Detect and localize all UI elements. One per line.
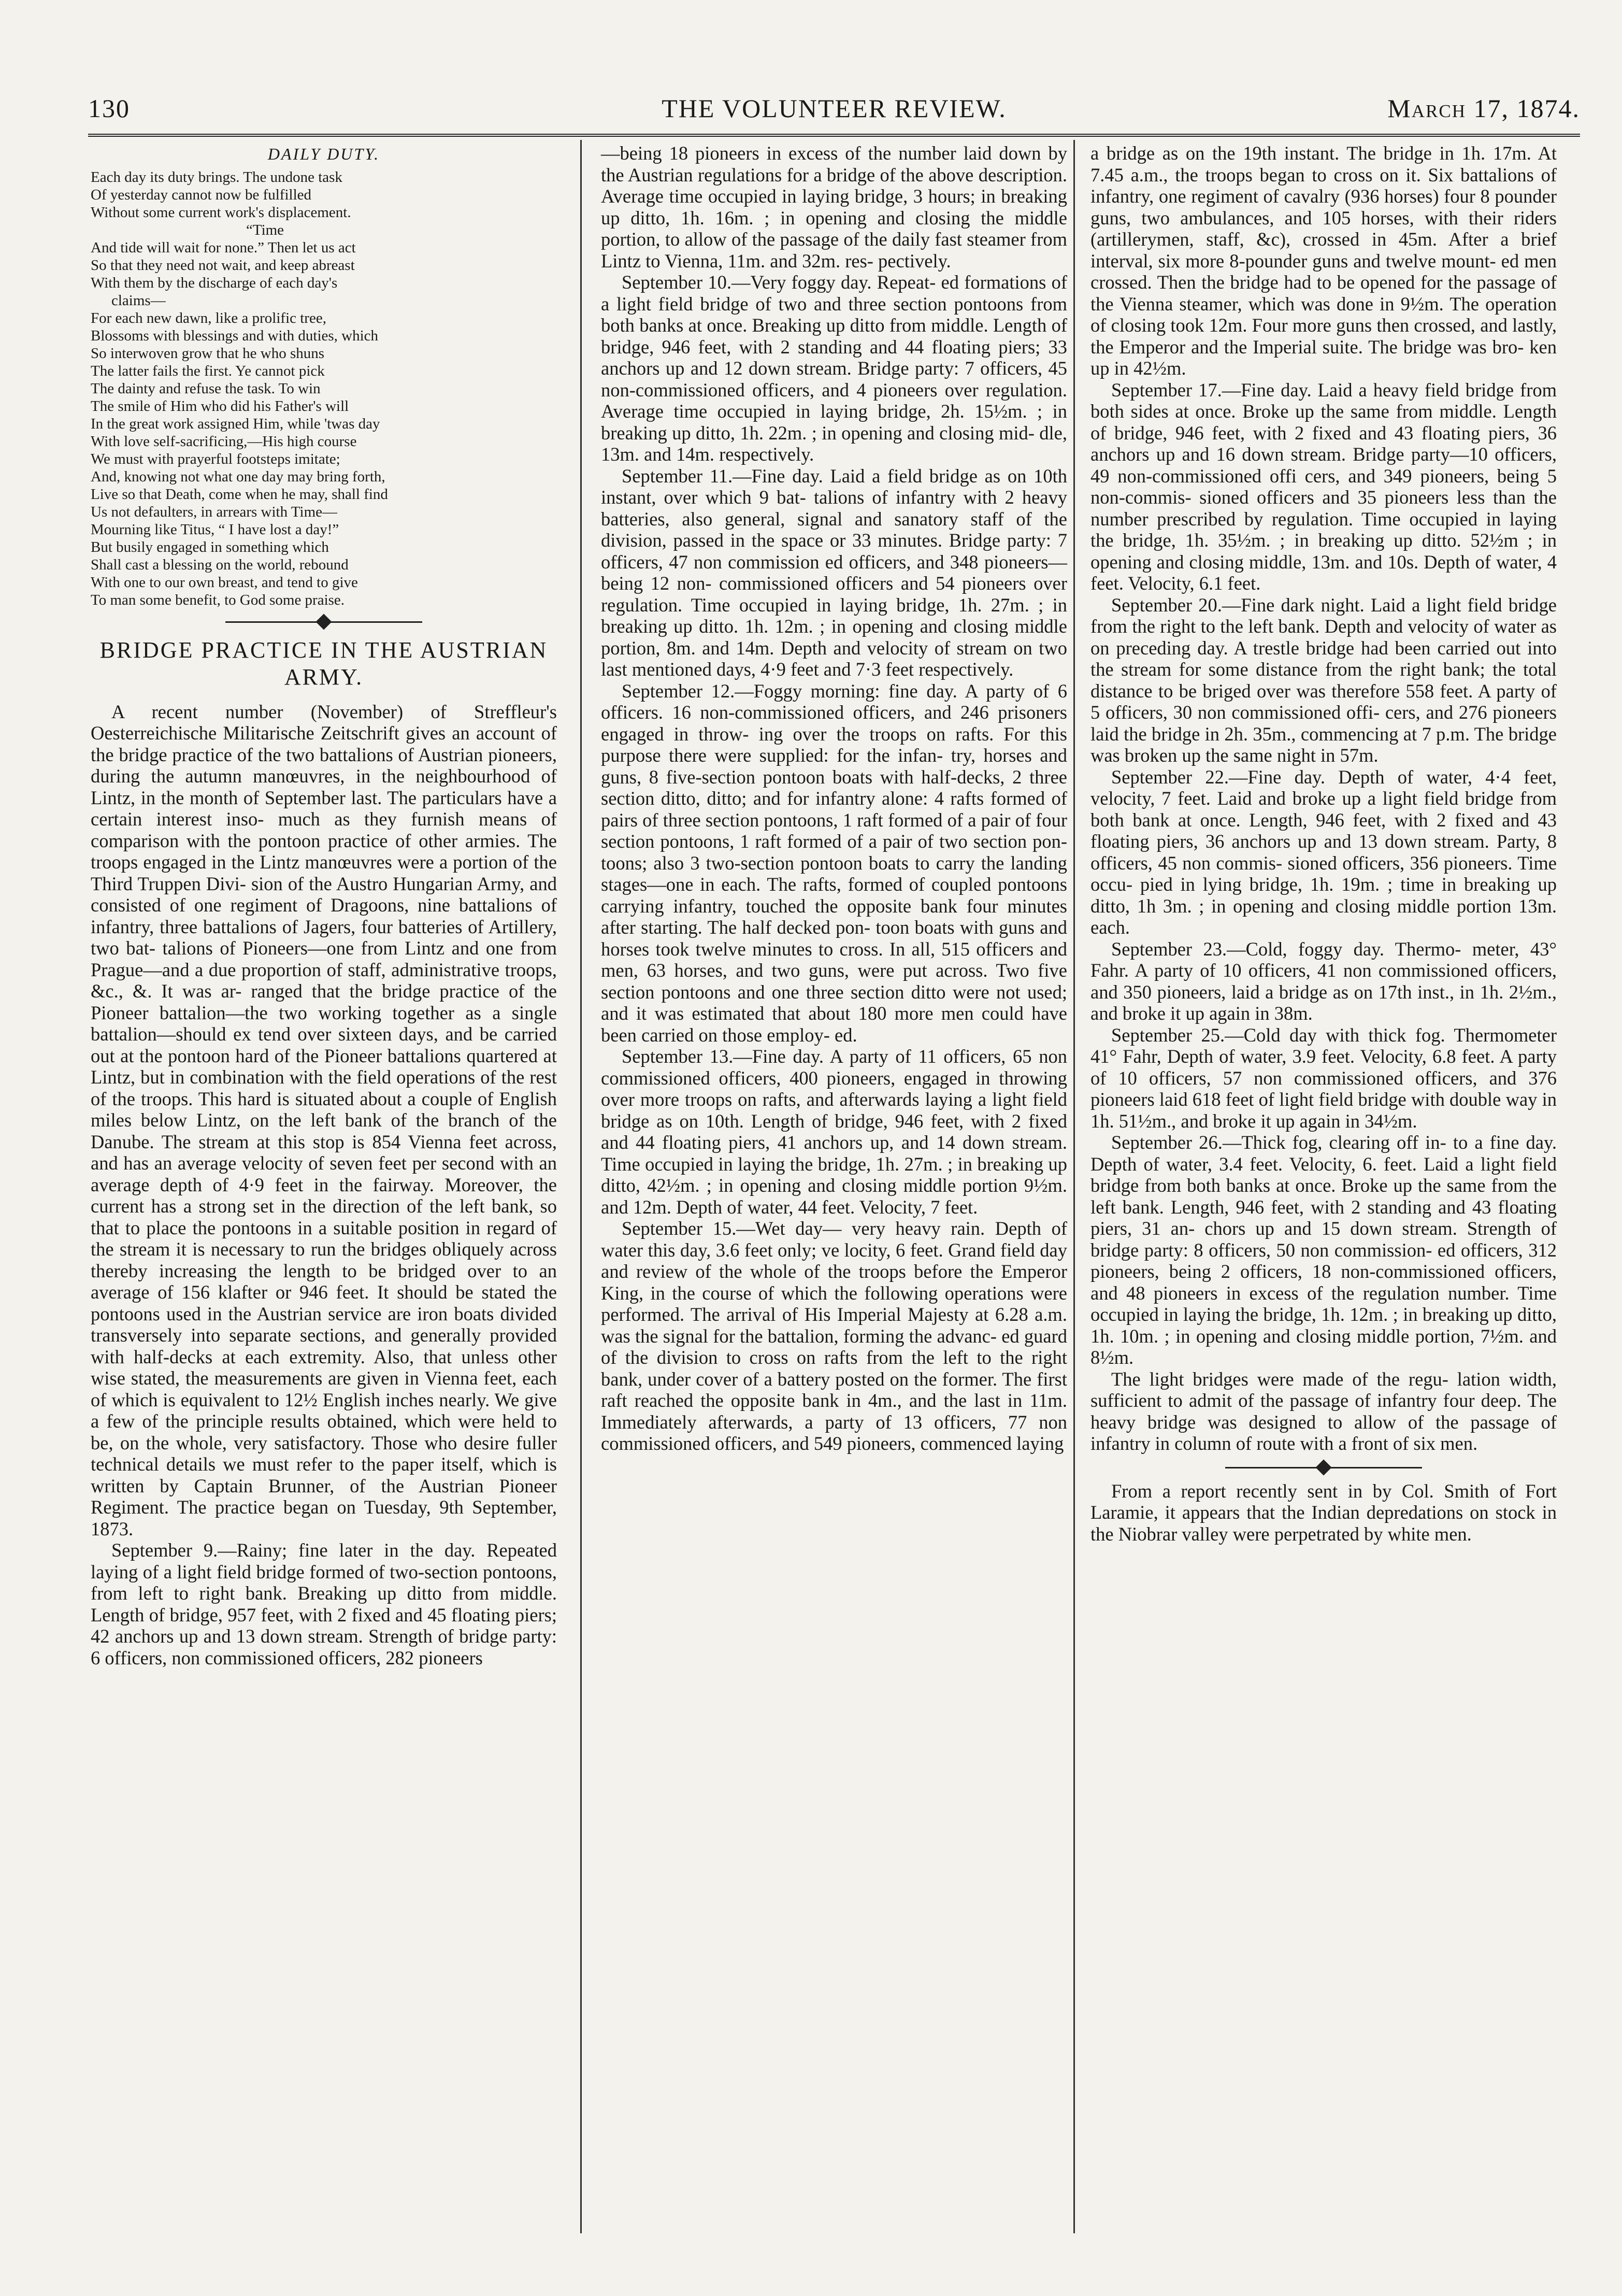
news-note: From a report recently sent in by Col. Smith of Fort Laramie, it appears that the Indian depredations on stock in the Niobrar valley were perpetrated by white men. [1090,1480,1557,1545]
poem-line: Shall cast a blessing on the world, rebound [91,556,349,573]
column-rule-2 [1073,140,1075,2233]
article-paragraph: The light bridges were made of the regu- lation width, sufficient to admit of the passage of infantry four deep. The heavy bridge was designed to allow of the passage of infantry in column of route with a front of six men. [1090,1368,1557,1454]
article-paragraph: September 9.—Rainy; fine later in the day. Repeated laying of a light field bridge formed of two-section pontoons, from left to right bank. Breaking up ditto from middle. Length of bridge, 957 feet, with 2 fixed and 45 floating piers; 42 anchors up and 13 down stream. Strength of bridge party: 6 officers, non commissioned officers, 282 pioneers [91,1539,557,1668]
page-header [88,83,1580,130]
article-title: BRIDGE PRACTICE IN THE AUSTRIAN ARMY. [99,637,548,690]
article-paragraph: September 11.—Fine day. Laid a field bridge as on 10th instant, over which 9 bat- talions of infantry with 2 heavy batteries, also general, signal and sanatory staff of the division, passed in the space or 33 minutes. Bridge party: 7 officers, 47 non commission ed officers, and 348 pioneers—being 12 non- commissioned officers and 54 pioneers over regulation. Time occupied in laying bridge, 1h. 27m. ; in breaking up ditto. 1h. 12m. ; in opening and closing middle portion, 8m. and 14m. Depth and velocity of stream on two last mentioned days, 4·9 feet and 7·3 feet respectively. [601,465,1067,680]
poem-line: With one to our own breast, and tend to give [91,574,358,591]
article-paragraph: September 23.—Cold, foggy day. Thermo- meter, 43° Fahr. A party of 10 officers, 41 non commissioned officers, and 350 pioneers, laid a bridge as on 17th inst., in 1h. 2½m., and broke it up again in 38m. [1090,938,1557,1024]
article-paragraph: September 22.—Fine day. Depth of water, 4·4 feet, velocity, 7 feet. Laid and broke up a light field bridge from both bank at once. Length, 946 feet, with 2 fixed and 43 floating piers, 36 anchors up and 13 down stream. Party, 8 officers, 45 non commis- sioned officers, 356 pioneers. Time occu- pied in lying bridge, 1h. 19m. ; time in breaking up ditto, 1h 3m. ; in opening and closing middle portion 13m. each. [1090,766,1557,938]
poem-line: And, knowing not what one day may bring forth, [91,468,385,485]
section-divider [91,609,557,635]
poem-line: But busily engaged in something which [91,538,329,555]
poem-body [91,168,557,609]
poem-line: The latter fails the first. Ye cannot pick [91,362,325,379]
header-rule [88,134,1580,137]
poem-line: “Time [246,221,284,238]
publication-title: THE VOLUNTEER REVIEW. [662,94,1007,123]
poem-line: Each day its duty brings. The undone task [91,168,342,186]
poem-line: With them by the discharge of each day's [91,274,338,291]
article-paragraph: September 10.—Very foggy day. Repeat- ed formations of a light field bridge of two and three section pontoons from both banks at once. Breaking up ditto from middle. Length of bridge, 946 feet, with 2 standing and 44 floating piers; 33 anchors up and 12 down stream. Bridge party: 7 officers, 45 non-commissioned officers, and 4 pioneers over regulation. Average time occupied in laying bridge, 2h. 15½m. ; in breaking up ditto, 1h. 22m. ; in opening and closing mid- dle, 13m. and 14m. respectively. [601,272,1067,465]
poem-line: Us not defaulters, in arrears with Time— [91,503,338,520]
poem-line: Live so that Death, come when he may, shall find [91,486,388,503]
article-paragraph: September 20.—Fine dark night. Laid a light field bridge from the right to the left bank. Depth and velocity of water as on preceding day. A trestle bridge had been carried out into the stream for some distance from the right bank; the total distance to be briged over was therefore 558 feet. A party of 5 officers, 30 non commissioned offi- cers, and 276 pioneers laid the bridge in 2h. 35m., commencing at 7 p.m. The bridge was broken up the same night in 57m. [1090,594,1557,766]
poem-title: DAILY DUTY. [267,145,380,163]
article-paragraph: September 25.—Cold day with thick fog. Thermometer 41° Fahr, Depth of water, 3.9 feet. Velocity, 6.8 feet. A party of 10 officers, 57 non commissioned officers, and 376 pioneers laid 618 feet of light field bridge with double way in 1h. 51½m., and broke it up again in 34½m. [1090,1024,1557,1132]
poem-line: claims— [111,292,166,309]
poem-line: Mourning like Titus, “ I have lost a day!” [91,521,339,538]
column-2 [601,142,1067,1454]
page-number: 130 [88,94,130,123]
poem-line: The dainty and refuse the task. To win [91,380,321,397]
article-paragraph: September 26.—Thick fog, clearing off in- to a fine day. Depth of water, 3.4 feet. Velocity, 6. feet. Laid a light field bridge from both banks at once. Broke up the same from the left bank. Length, 946 feet, with 2 standing and 43 floating piers, 31 an- chors up and 15 down stream. Strength of bridge party: 8 officers, 50 non commission- ed officers, 312 pioneers, being 2 officers, 18 non-commissioned officers, and 48 pioneers in excess of the regulation number. Time occupied in laying the bridge, 1h. 12m. ; in breaking up ditto, 1h. 10m. ; in opening and closing middle portion, 7½m. and 8½m. [1090,1132,1557,1368]
poem-line: The smile of Him who did his Father's will [91,397,349,415]
poem-line: We must with prayerful footsteps imitate; [91,450,340,467]
poem-line: And tide will wait for none.” Then let us act [91,239,356,256]
column-3 [1090,142,1557,1545]
article-paragraph: A recent number (November) of Streffleur's Oesterreichische Militarische Zeitschrift gives an account of the bridge practice of the two battalions of Austrian pioneers, during the autumn manœuvres, in the neighbourhood of Lintz, in the month of September last. The particulars have a certain interest inso- much as they furnish means of comparison with the pontoon practice of other armies. The troops engaged in the Lintz manœuvres were a portion of the Third Truppen Divi- sion of the Austro Hungarian Army, and consisted of one regiment of Dragoons, nine battalions of infantry, three battalions of Jagers, four batteries of Artillery, two bat- talions of Pioneers—one from Lintz and one from Prague—and a due proportion of staff, administrative troops, &c., &. It was ar- ranged that the bridge practice of the Pioneer battalion—the two working together as a single battalion—should ex tend over sixteen days, and be carried out at the pontoon hard of the Pioneer battalions quartered at Lintz, but in combination with the field operations of the rest of the troops. This hard is situated about a couple of English miles below Lintz, on the left bank of the branch of the Danube. The stream at this stop is 854 Vienna feet across, and has an average velocity of seven feet per second with an average depth of 4·9 feet in the fairway. Moreover, the current has a strong set in the direction of the left bank, so that to place the pontoons in a suitable position in regard of the stream it is necessary to run the bridges obliquely across thereby increasing the length to be bridged over to an average of 156 klafter or 946 feet. It should be stated the pontoons used in the Austrian service are iron boats divided transversely into separate sections, and generally provided with half-decks at each extremity. Also, that unless other wise stated, the measurements are given in Vienna feet, each of which is equivalent to 12½ English inches nearly. We give a few of the principle results obtained, which were held to be, on the whole, very satisfactory. Those who desire fuller technical details we must refer to the paper itself, which is written by Captain Brunner, of the Austrian Pioneer Regiment. The practice began on Tuesday, 9th September, 1873. [91,701,557,1539]
poem-line: So that they need not wait, and keep abreast [91,256,355,274]
poem-line: For each new dawn, like a prolific tree, [91,309,326,326]
column-1 [91,142,557,1668]
article-paragraph: September 17.—Fine day. Laid a heavy field bridge from both sides at once. Broke up the same from middle. Length of bridge, 946 feet, with 2 fixed and 43 floating piers, 36 anchors up and 16 down stream. Bridge party—10 officers, 49 non-commissioned offi cers, and 349 pioneers, being 5 non-commis- sioned officers and 35 pioneers less than the number prescribed by regulation. Time occupied in laying the bridge, 1h. 35½m. ; in breaking up ditto. 52½m ; in opening and closing middle, 13m. and 10s. Depth of water, 4 feet. Velocity, 6.1 feet. [1090,379,1557,594]
poem-line: To man some benefit, to God some praise. [91,591,345,608]
poem-line: Of yesterday cannot now be fulfilled [91,186,311,203]
poem-line: Blossoms with blessings and with duties, which [91,327,379,344]
article-paragraph: September 15.—Wet day— very heavy rain. Depth of water this day, 3.6 feet only; ve locity, 6 feet. Grand field day and review of the whole of the troops before the Emperor King, in the course of which the following operations were performed. The arrival of His Imperial Majesty at 6.28 a.m. was the signal for the battalion, forming the advanc- ed guard of the division to cross on rafts from the left to the right bank, under cover of a battery posted on the former. The first raft reached the opposite bank in 4m., and the last in 11m. Immediately afterwards, a party of 13 officers, 77 non commissioned officers, and 549 pioneers, commenced laying [601,1218,1067,1454]
article-paragraph: —being 18 pioneers in excess of the number laid down by the Austrian regulations for a bridge of the above description. Average time occupied in laying bridge, 3 hours; in breaking up ditto, 1h. 16m. ; in opening and closing the middle portion, to allow of the passage of the daily fast steamer from Lintz to Vienna, 11m. and 32m. res- pectively. [601,142,1067,272]
article-paragraph: a bridge as on the 19th instant. The bridge in 1h. 17m. At 7.45 a.m., the troops began to cross on it. Six battalions of infantry, one regiment of cavalry (936 horses) four 8 pounder guns, two ambulances, and 105 horses, with their riders (artillerymen, staff, &c), crossed in 45m. After a brief interval, six more 8-pounder guns and twelve mount- ed men crossed. Then the bridge had to be opened for the passage of the Vienna steamer, which was done in 9½m. The operation of closing took 12m. Four more guns then crossed, and lastly, the Emperor and the Imperial suite. The bridge was bro- ken up in 42½m. [1090,142,1557,379]
poem-line: So interwoven grow that he who shuns [91,345,325,362]
poem-line: In the great work assigned Him, while 'twas day [91,415,380,432]
article-paragraph: September 13.—Fine day. A party of 11 officers, 65 non commissioned officers, 400 pioneers, engaged in throwing over more troops on rafts, and afterwards laying a light field bridge as on 10th. Length of bridge, 946 feet, with 2 fixed and 44 floating piers, 41 anchors up, and 14 down stream. Time occupied in laying the bridge, 1h. 27m. ; in breaking up ditto, 42½m. ; in opening and closing middle portion 9½m. and 12m. Depth of water, 44 feet. Velocity, 7 feet. [601,1046,1067,1218]
section-divider [1090,1454,1557,1480]
column-rule-1 [580,140,582,2233]
poem-line: With love self-sacrificing,—His high course [91,433,357,450]
issue-date: March 17, 1874. [1387,94,1580,123]
article-paragraph: September 12.—Foggy morning: fine day. A party of 6 officers. 16 non-commissioned officers, and 246 prisoners engaged in throw- ing over the troops on rafts. For this purpose there were supplied: for the infan- try, horses and guns, 8 five-section pontoon boats with half-decks, 2 three section ditto, ditto; and for infantry alone: 4 rafts formed of pairs of three section pontoons, 1 raft formed of a pair of four section pontoons, 1 raft formed of a pair of two section pon- toons; also 3 two-section pontoon boats to carry the landing stages—one in each. The rafts, formed of coupled pontoons carrying infantry, touched the opposite bank four minutes after starting. The half decked pon- toon boats with guns and horses took twelve minutes to cross. In all, 515 officers and men, 63 horses, and two guns, were put across. Two five section pontoons and one three section ditto were not used; and it was estimated that about 180 more men could have been carried on those employ- ed. [601,680,1067,1046]
poem-line: Without some current work's displacement. [91,204,351,221]
